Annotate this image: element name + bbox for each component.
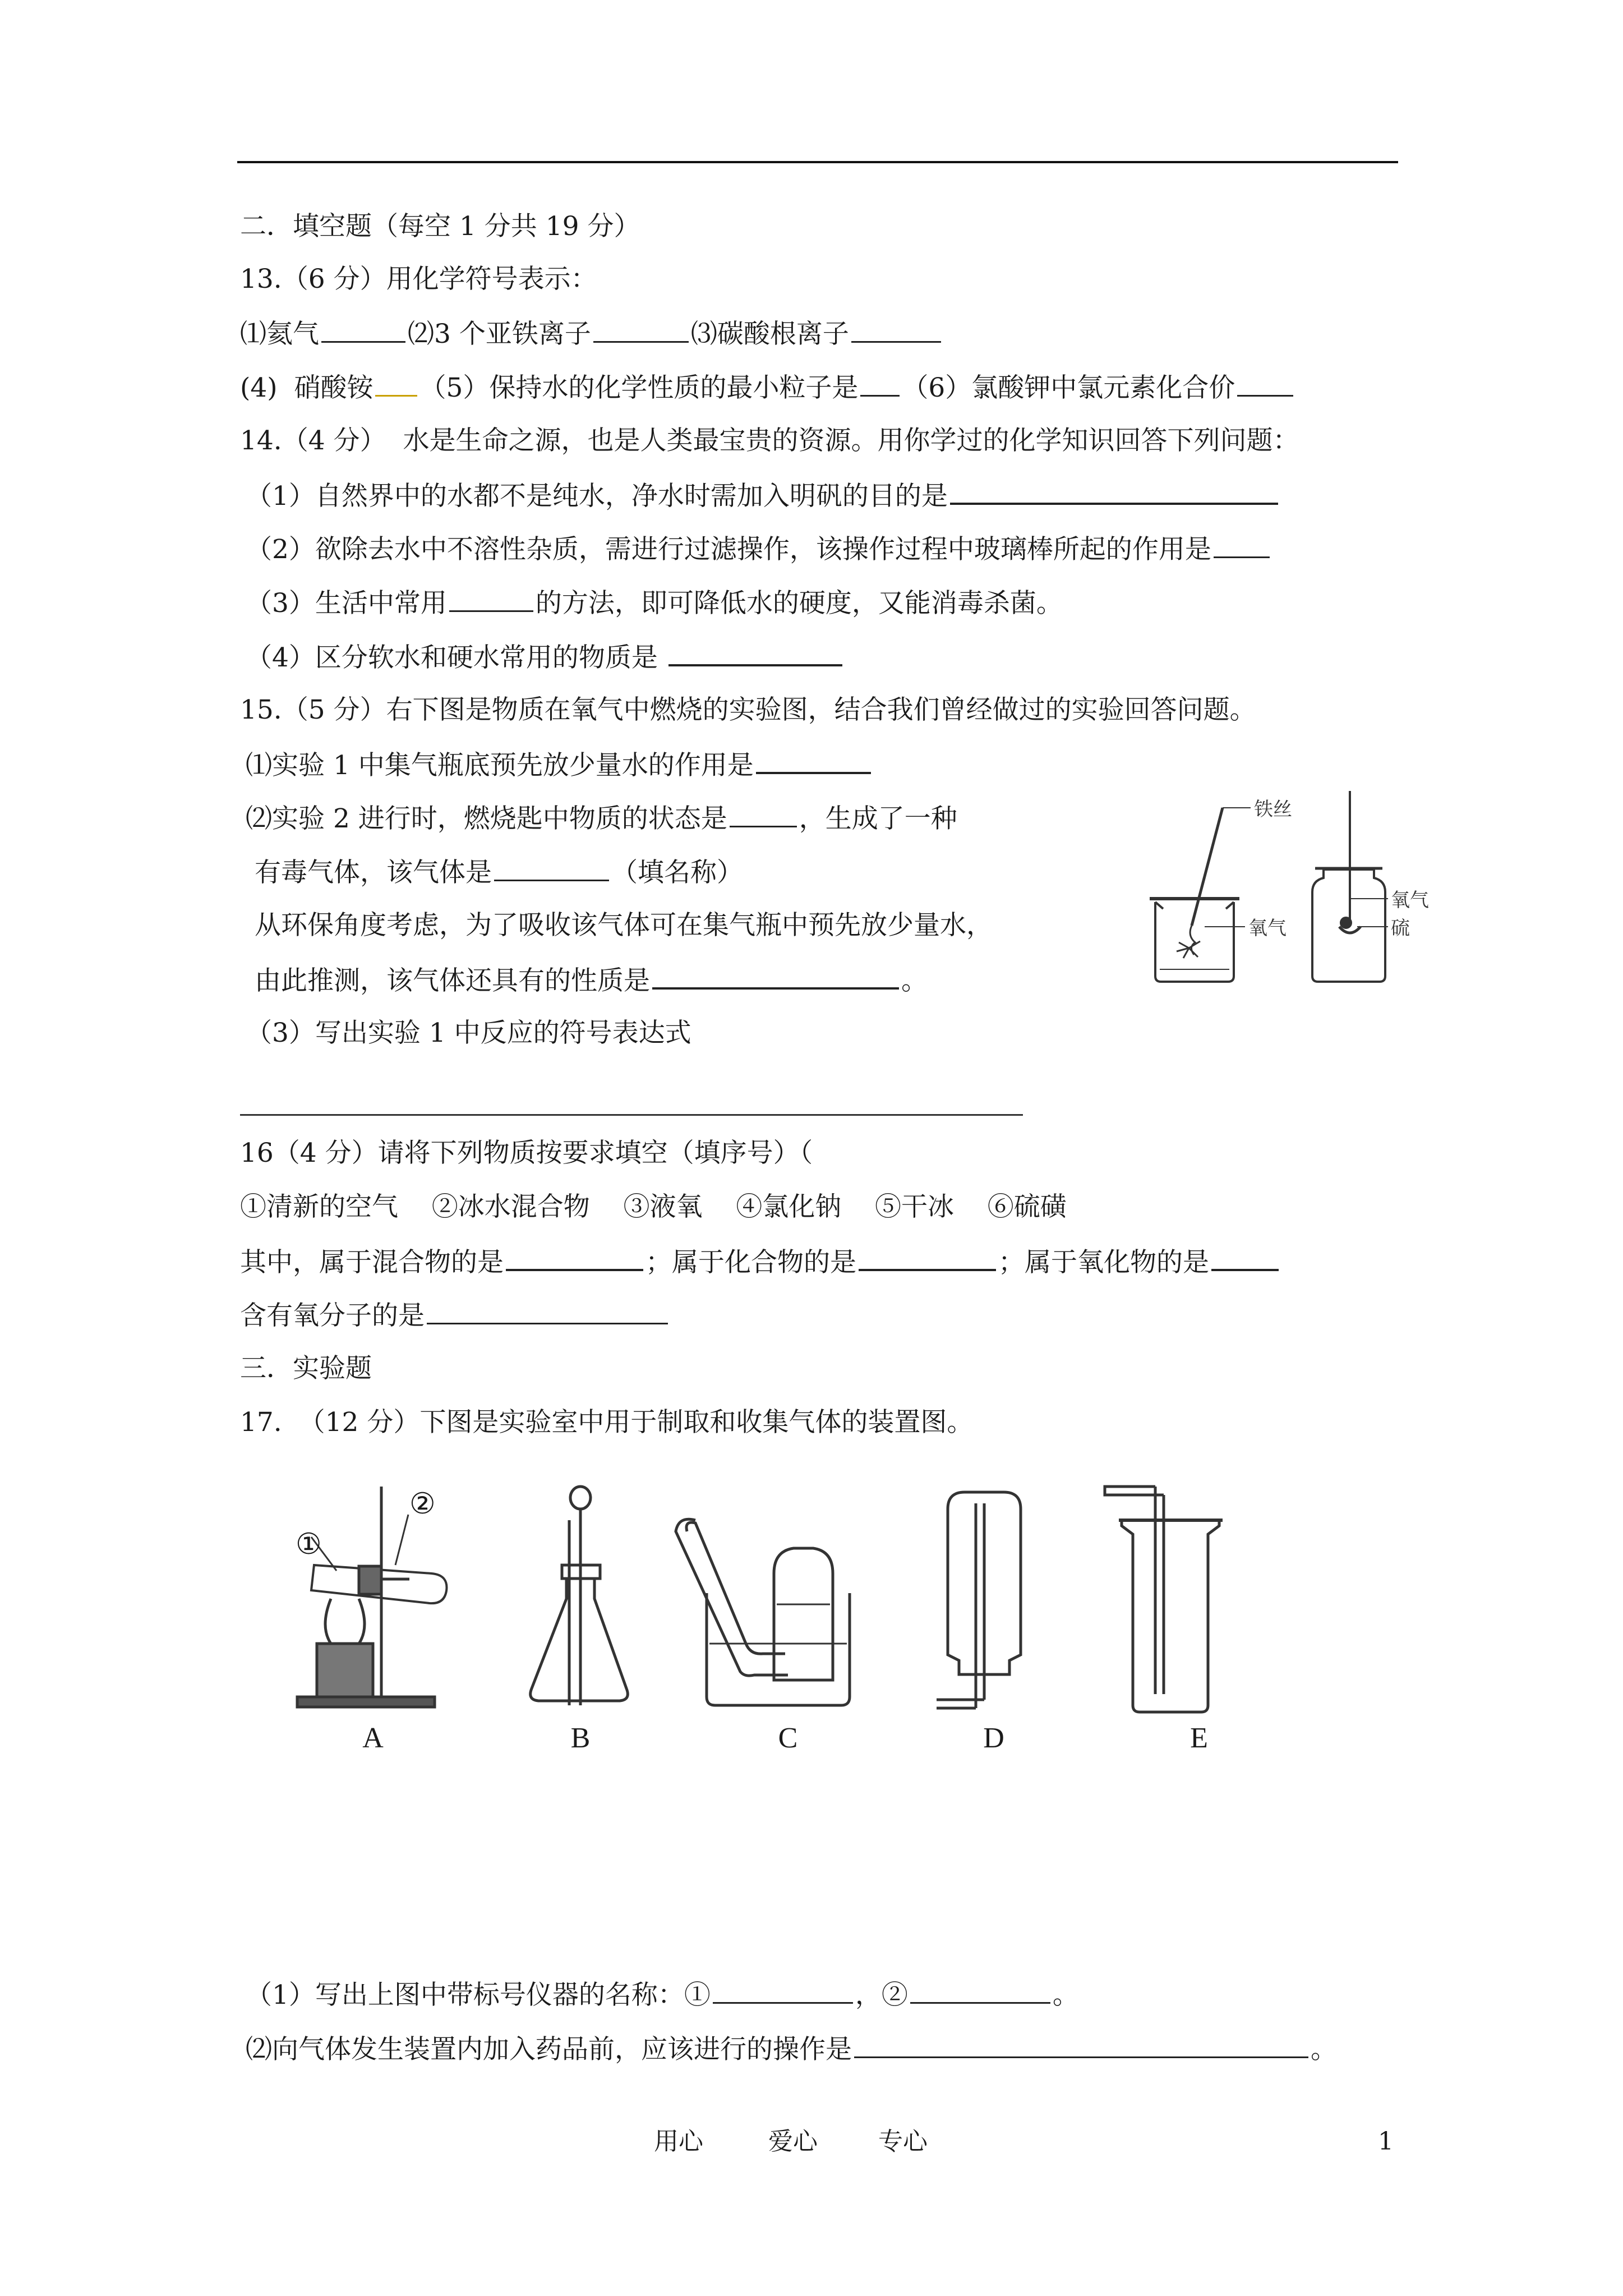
q13-item1: ⑴氦气 (240, 319, 319, 349)
footer-right: 专心 (878, 2127, 928, 2156)
q16-compound-text: ；属于化合物的是 (645, 1247, 856, 1278)
combustion-figure (1144, 780, 1458, 987)
answer-blank[interactable] (1237, 370, 1293, 397)
q14-part2-text: （2）欲除去水中不溶性杂质，需进行过滤操作，该操作过程中玻璃棒所起的作用是 (246, 534, 1211, 565)
q13-item5: （5）保持水的化学性质的最小粒子是 (419, 372, 859, 403)
label-oxygen-1: 氧气 (1248, 917, 1287, 940)
answer-blank[interactable] (1211, 1244, 1279, 1271)
q15-answer-line[interactable] (240, 1114, 1023, 1116)
answer-blank[interactable] (1214, 532, 1270, 558)
label-sulfur: 硫 (1391, 917, 1410, 940)
answer-blank[interactable] (950, 478, 1278, 505)
q15-part3: （3）写出实验 1 中反应的符号表达式 (246, 1018, 691, 1048)
answer-blank[interactable] (506, 1244, 643, 1271)
answer-blank[interactable] (668, 639, 842, 666)
q14-part3-text-a: （3）生活中常用 (246, 588, 447, 619)
q14-part4 (246, 639, 845, 675)
q14-part3 (246, 586, 1063, 620)
q15-part2-line4 (255, 963, 928, 998)
answer-blank[interactable] (427, 1298, 668, 1324)
q16-oxygen-molecule-text: 含有氧分子的是 (240, 1300, 425, 1331)
answer-blank[interactable] (851, 316, 941, 343)
answer-blank[interactable] (494, 855, 609, 881)
section2-title: 二．填空题（每空 1 分共 19 分） (240, 211, 640, 242)
q13-line2 (240, 370, 1295, 405)
q15-part2-text-b: ，生成了一种 (799, 803, 957, 834)
q15-part2-text-f: 由此推测，该气体还具有的性质是 (255, 965, 650, 996)
q15-part1-text: ⑴实验 1 中集气瓶底预先放少量水的作用是 (246, 750, 754, 781)
marker-2: ② (409, 1488, 436, 1520)
q17-part1-text-a: （1）写出上图中带标号仪器的名称：① (246, 1980, 711, 2010)
q13-item4: (4) 硝酸铵 (240, 372, 374, 403)
q17-part2-text-b: 。 (1311, 2034, 1337, 2065)
footer-left: 用心 (654, 2127, 703, 2156)
answer-blank[interactable] (449, 586, 533, 612)
answer-blank[interactable] (910, 1977, 1050, 2004)
answer-blank[interactable] (713, 1977, 853, 2004)
apparatus-d (937, 1492, 1021, 1708)
q15-stem: 15.（5 分）右下图是物质在氧气中燃烧的实验图，结合我们曾经做过的实验回答问题。 (240, 694, 1256, 725)
q13-line1 (240, 316, 943, 351)
q16-items: ①清新的空气 ②冰水混合物 ③液氧 ④氯化钠 ⑤干冰 ⑥硫磺 (240, 1191, 1067, 1222)
answer-blank[interactable] (652, 963, 899, 990)
answer-blank[interactable] (593, 316, 689, 343)
answer-blank[interactable] (375, 370, 417, 397)
caption-b: B (570, 1722, 591, 1754)
section3-title: 三．实验题 (240, 1353, 372, 1384)
q13-stem: 13.（6 分）用化学符号表示： (240, 264, 597, 295)
caption-d: D (983, 1722, 1004, 1754)
q14-part3-text-b: 的方法，即可降低水的硬度，又能消毒杀菌。 (535, 588, 1063, 619)
iron-wire (1192, 808, 1223, 926)
apparatus-e (1105, 1487, 1223, 1712)
q17-stem: 17. （12 分）下图是实验室中用于制取和收集气体的装置图。 (240, 1407, 974, 1438)
answer-blank[interactable] (860, 370, 900, 397)
q14-part1-text: （1）自然界中的水都不是纯水，净水时需加入明矾的目的是 (246, 481, 948, 512)
q15-part2-text-a: ⑵实验 2 进行时，燃烧匙中物质的状态是 (246, 803, 727, 834)
q16-line3 (240, 1244, 1281, 1280)
q16-oxide-text: ；属于氧化物的是 (998, 1247, 1209, 1278)
q15-part2-line3: 从环保角度考虑，为了吸收该气体可在集气瓶中预先放少量水， (255, 910, 993, 941)
label-oxygen-2: 氧气 (1391, 889, 1429, 912)
q16-stem: 16（4 分）请将下列物质按要求填空（填序号）（ (240, 1138, 813, 1168)
q17-part2-text-a: ⑵向气体发生装置内加入药品前，应该进行的操作是 (246, 2034, 852, 2065)
q15-part1 (246, 747, 873, 783)
q15-part2-text-d: （填名称） (611, 857, 743, 888)
q13-item3: ⑶碳酸根离子 (690, 319, 849, 349)
apparatus-figure (280, 1481, 1290, 1761)
q14-part4-text: （4）区分软水和硬水常用的物质是 (246, 642, 666, 673)
q14-part2 (246, 532, 1272, 567)
q16-line4 (240, 1298, 670, 1333)
q17-part1 (246, 1977, 1079, 2012)
q13-item2: ⑵3 个亚铁离子 (408, 319, 591, 349)
q15-part2 (246, 801, 957, 836)
q15-part2-line2 (255, 855, 743, 890)
page-number: 1 (1378, 2127, 1394, 2156)
footer-middle: 爱心 (768, 2127, 818, 2156)
answer-blank[interactable] (730, 801, 797, 827)
label-iron-wire: 铁丝 (1254, 798, 1292, 821)
marker-1: ① (296, 1528, 322, 1561)
caption-e: E (1190, 1722, 1208, 1754)
q15-part2-text-g: 。 (901, 965, 928, 996)
q15-part2-text-c: 有毒气体，该气体是 (255, 857, 492, 888)
answer-blank[interactable] (854, 2032, 1308, 2058)
answer-blank[interactable] (756, 747, 871, 774)
q14-part1 (246, 478, 1280, 513)
q13-item6: （6）氯酸钾中氯元素化合价 (902, 372, 1235, 403)
answer-blank[interactable] (321, 316, 405, 343)
apparatus-c (676, 1519, 850, 1705)
caption-a: A (362, 1722, 384, 1754)
q17-part2 (246, 2032, 1337, 2067)
q17-part1-text-b: ，② (855, 1980, 908, 2010)
q17-part1-text-c: 。 (1052, 1980, 1079, 2010)
caption-c: C (778, 1722, 798, 1754)
answer-blank[interactable] (859, 1244, 996, 1271)
q14-stem: 14.（4 分） 水是生命之源，也是人类最宝贵的资源。用你学过的化学知识回答下列问题： (240, 425, 1299, 456)
q16-mixture-text: 其中，属于混合物的是 (240, 1247, 504, 1278)
header-rule (237, 161, 1398, 163)
apparatus-b (531, 1487, 628, 1705)
